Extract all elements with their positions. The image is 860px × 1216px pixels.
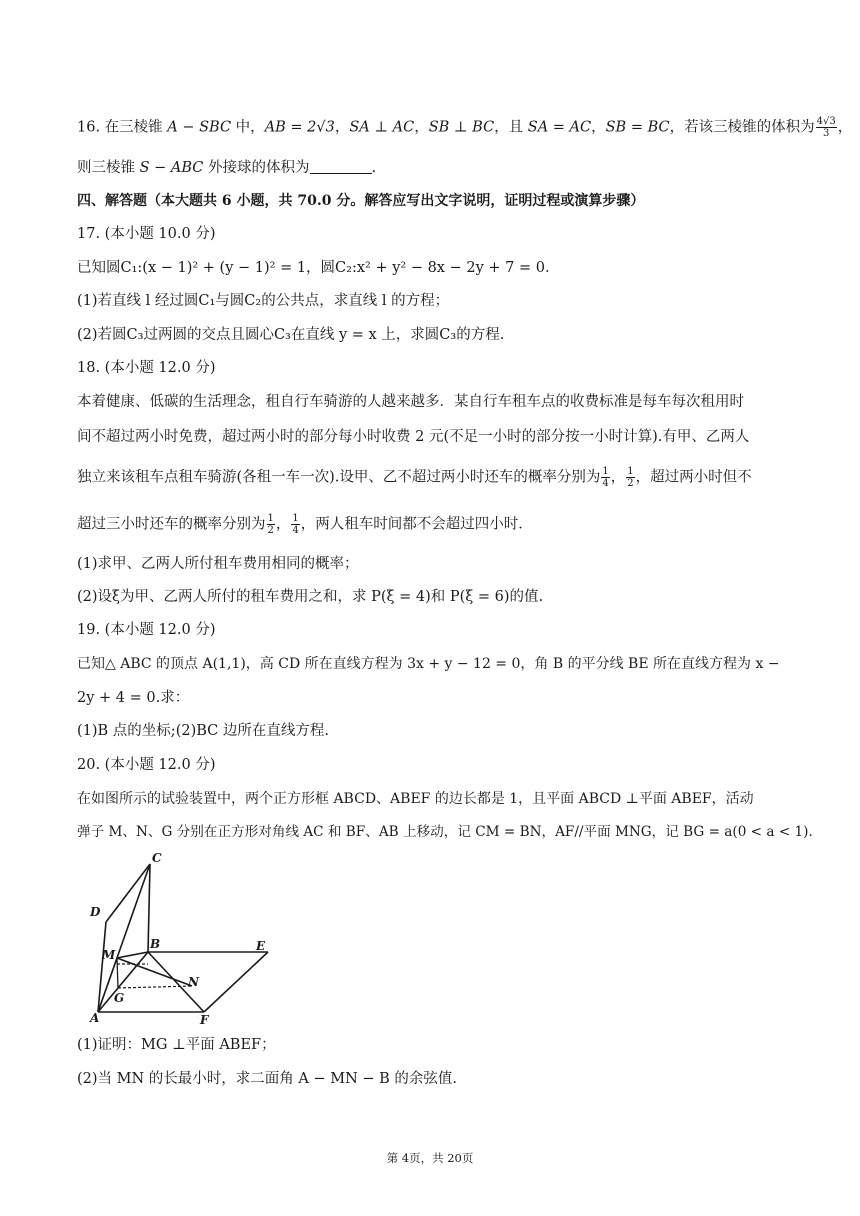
q20-part-1: (1)证明：MG ⊥平面 ABEF；	[77, 1037, 276, 1053]
label-n: N	[188, 975, 199, 989]
q20-header: 20. (本小题 12.0 分)	[77, 757, 216, 773]
math: SA = AC	[527, 119, 592, 136]
q17-stem: 已知圆C₁:(x − 1)² + (y − 1)² = 1，圆C₂:x² + y² − 8x − 2y + 7 = 0．	[77, 260, 560, 276]
section-heading: 四、解答题（本大题共 6 小题，共 70.0 分。解答应写出文字说明，证明过程或演算步骤）	[77, 193, 645, 209]
denominator: 3	[822, 128, 830, 139]
fraction	[601, 466, 609, 489]
text: 则三棱锥	[77, 160, 140, 176]
text: ，	[334, 119, 350, 136]
numerator: 4√3	[816, 116, 836, 127]
text: .	[371, 160, 377, 176]
two-squares-diagram	[80, 842, 280, 1027]
label-m: M	[102, 948, 116, 962]
q18-stem-3	[77, 466, 752, 489]
q16-line-2	[77, 158, 376, 178]
q18-part-2: (2)设ξ为甲、乙两人所付的租车费用之和，求 P(ξ = 4)和 P(ξ = 6)的值.	[77, 589, 544, 605]
q19-part-1: (1)B 点的坐标;(2)BC 边所在直线方程.	[77, 723, 329, 739]
geometry-figure	[80, 842, 280, 1031]
numerator: 1	[627, 466, 634, 477]
text: 16. 在三棱锥	[77, 119, 168, 136]
denominator: 4	[292, 525, 299, 536]
numerator: 1	[292, 513, 299, 524]
q19-stem-2: 2y + 4 = 0.求：	[77, 690, 190, 706]
q20-stem-1: 在如图所示的试验装置中，两个正方形框 ABCD、ABEF 的边长都是 1，且平面 ABCD ⊥平面 ABEF，活动	[77, 791, 754, 807]
math: AB = 2√3	[264, 119, 335, 136]
label-f: F	[200, 1013, 209, 1027]
text: 独立来该租车点租车骑游(各租一车一次).设甲、乙不超过两小时还车的概率分别为	[77, 469, 601, 486]
text: ，	[837, 119, 853, 136]
denominator: 2	[267, 525, 274, 536]
label-g: G	[114, 991, 125, 1005]
fraction	[626, 466, 634, 489]
q19-stem-1: 已知△ ABC 的顶点 A(1,1)，高 CD 所在直线方程为 3x + y − 12 = 0，角 B 的平分线 BE 所在直线方程为 x −	[77, 656, 780, 672]
text: ，若该三棱锥的体积为	[669, 119, 815, 136]
q20-part-2: (2)当 MN 的长最小时，求二面角 A − MN − B 的余弦值.	[77, 1071, 458, 1087]
label-a: A	[90, 1011, 100, 1025]
q19-header: 19. (本小题 12.0 分)	[77, 622, 216, 638]
numerator: 1	[602, 466, 609, 477]
fraction	[267, 513, 275, 536]
q18-part-1: (1)求甲、乙两人所付租车费用相同的概率；	[77, 556, 359, 572]
text: ，两人租车时间都不会超过四小时．	[300, 516, 533, 533]
edge-cd	[106, 864, 150, 922]
q18-stem-4	[77, 513, 533, 536]
label-b: B	[150, 937, 161, 951]
edge-ef	[204, 952, 268, 1012]
page-footer: 第 4页，共 20页	[386, 1151, 474, 1165]
text: ，	[414, 119, 429, 136]
text: ，且	[494, 119, 528, 136]
denominator: 2	[627, 478, 634, 489]
q18-stem-1: 本着健康、低碳的生活理念，租自行车骑游的人越来越多．某自行车租车点的收费标准是每车每次租用时	[77, 394, 744, 410]
q18-header: 18. (本小题 12.0 分)	[77, 360, 216, 376]
label-d: D	[90, 905, 101, 919]
segment-mn	[117, 958, 192, 986]
math: SA ⊥ AC	[349, 119, 415, 136]
label-c: C	[152, 851, 162, 865]
math: SB ⊥ BC	[428, 119, 495, 136]
segment-mg	[117, 958, 118, 988]
answer-blank	[310, 159, 372, 174]
math: S − ABC	[139, 160, 204, 176]
text: ，	[591, 119, 606, 136]
label-e: E	[256, 939, 266, 953]
math: SB = BC	[605, 119, 670, 136]
q17-header: 17. (本小题 10.0 分)	[77, 226, 216, 242]
fraction	[816, 116, 837, 139]
text: 外接球的体积为	[203, 160, 310, 176]
q17-part-2: (2)若圆C₃过两圆的交点且圆心C₃在直线 y = x 上，求圆C₃的方程.	[77, 327, 505, 343]
denominator: 4	[602, 478, 609, 489]
text: 中，	[231, 119, 265, 136]
text: ，超过两小时但不	[635, 469, 752, 486]
text: ，	[610, 469, 626, 486]
numerator: 1	[267, 513, 274, 524]
q18-stem-2: 间不超过两小时免费，超过两小时的部分每小时收费 2 元(不足一小时的部分按一小时计算).有甲、乙两人	[77, 429, 750, 445]
text: ，	[275, 516, 291, 533]
text: 超过三小时还车的概率分别为	[77, 516, 266, 533]
math: A − SBC	[167, 119, 232, 136]
q16-line-1	[77, 116, 852, 139]
q20-stem-2: 弹子 M、N、G 分别在正方形对角线 AC 和 BF、AB 上移动，记 CM = BN，AF//平面 MNG，记 BG = a(0 < a < 1).	[77, 824, 813, 840]
fraction	[291, 513, 299, 536]
q17-part-1: (1)若直线 l 经过圆C₁与圆C₂的公共点，求直线 l 的方程；	[77, 293, 450, 309]
